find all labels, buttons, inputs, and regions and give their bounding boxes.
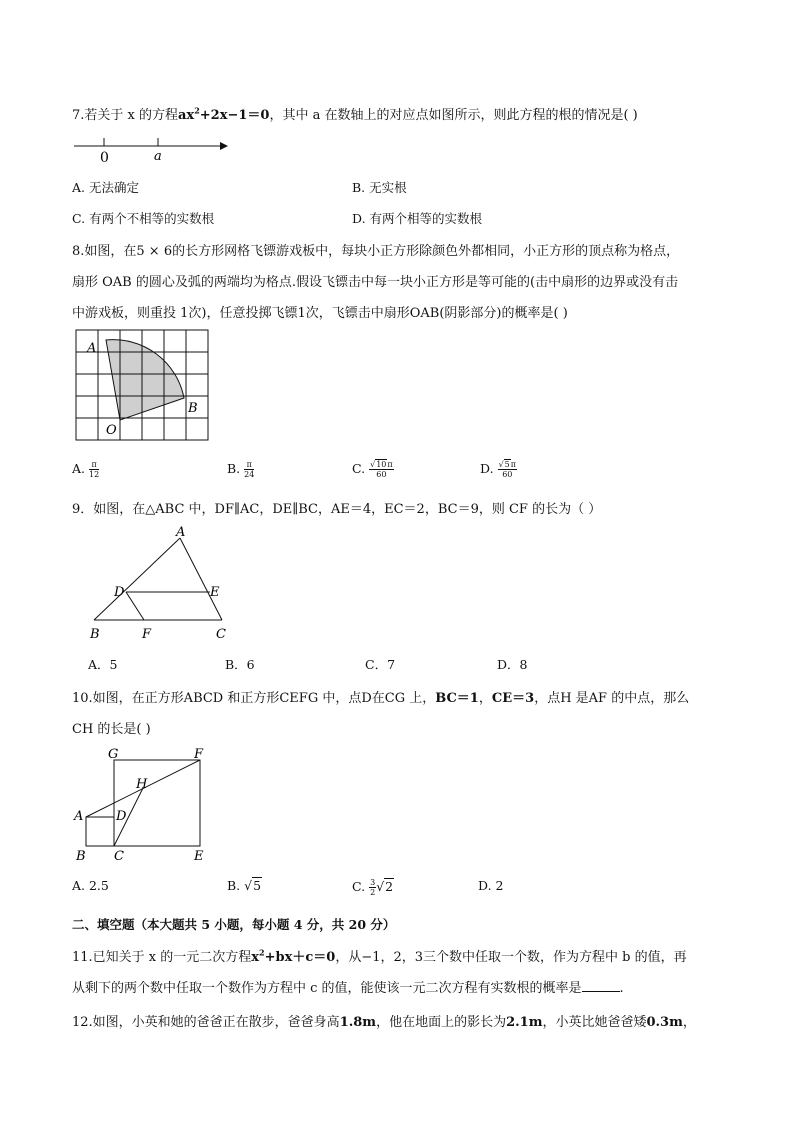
q9-option-a: A．5: [88, 657, 118, 672]
q7-number-line: [70, 134, 230, 166]
q8-opt-d-radicand: 5: [504, 460, 510, 469]
number-line-zero-label: 0: [100, 150, 109, 166]
section-title-fill-in: 二、填空题（本大题共 5 小题，每小题 4 分，共 20 分）: [72, 917, 396, 932]
squares-label-g: G: [108, 747, 119, 762]
q10-opt-c-den: 2: [370, 888, 376, 897]
grid-label-b: B: [188, 401, 198, 416]
q10-opt-c-fraction: [369, 878, 376, 897]
q10-opt-b-radicand: 5: [253, 878, 262, 893]
q12-height-dad: 1.8m: [339, 1015, 377, 1030]
triangle-label-f: F: [142, 627, 152, 642]
q8-line-3: 中游戏板，则重投 1次)，任意投掷飞镖1次，飞镖击中扇形OAB(阴影部分)的概率是( ): [72, 306, 568, 321]
q8-opt-b-fraction: [244, 460, 254, 479]
q11-text-a: 11.已知关于 x 的一元二次方程: [72, 950, 252, 965]
q11-equation: [251, 947, 336, 965]
square-cefg: [114, 760, 200, 846]
grid-label-a: A: [87, 341, 97, 356]
q10-option-a: A. 2.5: [72, 878, 109, 893]
q7-text-b: ，其中 a 在数轴上的对应点如图所示，则此方程的根的情况是( ): [269, 108, 638, 123]
squares-label-f: F: [194, 747, 204, 762]
q8-option-b: [227, 460, 254, 479]
q8-option-d: [480, 460, 517, 479]
q10-text-a: 10.如图，在正方形ABCD 和正方形CEFG 中，点D在CG 上，: [72, 691, 436, 706]
triangle-label-c: C: [216, 627, 226, 642]
q7-option-a: A. 无法确定: [72, 180, 139, 195]
q9-option-d: D．8: [497, 657, 528, 672]
q12-shadow-length: 2.1m: [506, 1015, 543, 1030]
q8-opt-c-fraction: [369, 460, 394, 479]
q11-eq-rest: +bx＋c＝0: [264, 950, 336, 965]
q8-opt-a-prefix: A.: [72, 461, 86, 476]
q8-opt-d-den: 60: [502, 470, 513, 479]
q7-option-c: C. 有两个不相等的实数根: [72, 211, 215, 226]
q7-stem: [72, 104, 638, 123]
q8-opt-d-pi: π: [510, 460, 517, 469]
triangle-label-a: A: [176, 526, 186, 540]
q9-stem: 9．如图，在△ABC 中，DF∥AC，DE∥BC，AE＝4，EC＝2，BC＝9，则 CF 的长为（ ）: [72, 502, 602, 517]
q11-line-1: [72, 946, 687, 965]
q12-text-d: ，: [682, 1015, 696, 1030]
q8-opt-b-num: π: [244, 460, 254, 470]
q7-option-b: B. 无实根: [352, 180, 407, 195]
q8-opt-b-prefix: B.: [227, 461, 241, 476]
q10-option-b: B. √5: [227, 878, 262, 893]
number-line-a-label: a: [154, 149, 162, 164]
q10-text-b: ，点H 是AF 的中点，那么: [534, 691, 690, 706]
q10-bc-value: BC＝1: [435, 691, 479, 706]
q8-opt-b-den: 24: [244, 470, 255, 479]
q8-opt-c-prefix: C.: [352, 461, 366, 476]
q10-opt-c-radicand: 2: [385, 879, 394, 894]
square-abcd: [86, 817, 114, 846]
q10-option-c: C. $\frac{3}{2}$ √2: [352, 878, 394, 897]
q7-eq-sup: 2: [194, 105, 200, 116]
triangle-label-e: E: [210, 585, 220, 600]
q10-squares-figure: [72, 744, 222, 866]
q10-opt-c-num: 3: [370, 878, 376, 887]
q10-line-2: CH 的长是( ): [72, 722, 151, 737]
squares-label-c: C: [114, 849, 124, 864]
segment-df: [126, 592, 144, 620]
q8-opt-a-den: 12: [89, 470, 100, 479]
q8-option-c: [352, 460, 394, 479]
q9-option-c: C．7: [365, 657, 396, 672]
q8-option-a: [72, 460, 99, 479]
q12-text-b: ，他在地面上的影长为: [376, 1015, 507, 1030]
number-line-arrow: [220, 142, 228, 150]
q12-text-a: 12.如图，小英和她的爸爸正在散步，爸爸身高: [72, 1015, 340, 1030]
squares-label-b: B: [76, 849, 86, 864]
q7-option-d: D. 有两个相等的实数根: [352, 211, 483, 226]
squares-lines: [86, 760, 200, 846]
q11-eq-sup: 2: [259, 947, 265, 958]
q8-grid-figure: [72, 326, 222, 448]
q7-equation: [178, 105, 270, 123]
q9-option-b: B．6: [225, 657, 255, 672]
q11-text-c: 从剩下的两个数中任取一个数作为方程中 c 的值，能使该一元二次方程有实数根的概率是: [72, 981, 582, 996]
q8-line-2: 扇形 OAB 的圆心及弧的两端均为格点.假设飞镖击中每一块小正方形是等可能的(击中扇形的边界或没有击: [72, 275, 679, 290]
q8-line-1: 8.如图，在5 × 6的长方形网格飞镖游戏板中，每块小正方形除颜色外都相同，小正方形的顶点称为格点，: [72, 244, 680, 259]
q8-opt-d-num: √5π: [498, 460, 517, 469]
q10-opt-b-prefix: B.: [227, 878, 241, 893]
squares-label-h: H: [136, 777, 148, 792]
q10-separator: ，: [478, 691, 492, 706]
q7-text-a: 7.若关于 x 的方程: [72, 108, 178, 123]
q11-eq-base: x: [251, 950, 260, 965]
q10-opt-c-prefix: C.: [352, 879, 366, 894]
triangle-lines: [94, 538, 222, 620]
q10-option-d: D. 2: [478, 878, 504, 893]
q8-opt-d-prefix: D.: [480, 461, 494, 476]
q8-opt-c-den: 60: [376, 470, 387, 479]
q8-opt-d-fraction: [498, 460, 517, 479]
side-ab: [94, 538, 180, 620]
q11-period: .: [619, 981, 624, 996]
triangle-label-d: D: [114, 585, 125, 600]
squares-label-a: A: [74, 809, 84, 824]
q10-line-1: [72, 687, 689, 706]
q10-ce-value: CE＝3: [491, 691, 535, 706]
q7-eq-rest: +2x−1＝0: [199, 108, 270, 123]
answer-blank[interactable]: [582, 981, 620, 992]
squares-label-d: D: [116, 809, 127, 824]
q11-line-2: [72, 977, 624, 996]
grid-label-o: O: [106, 423, 117, 438]
triangle-label-b: B: [90, 627, 100, 642]
q12-stem: [72, 1011, 696, 1030]
squares-label-e: E: [194, 849, 204, 864]
q12-text-c: ，小英比她爸爸矮: [542, 1015, 647, 1030]
q8-opt-c-pi: π: [387, 460, 393, 469]
q8-opt-a-num: π: [89, 460, 99, 470]
q7-eq-base: ax: [178, 108, 195, 123]
q9-triangle-figure: [84, 526, 244, 644]
q8-opt-c-num: √10π: [370, 460, 393, 469]
side-ac: [180, 538, 222, 620]
q12-height-diff: 0.3m: [646, 1015, 683, 1030]
q8-opt-c-radicand: 10: [376, 460, 387, 469]
q11-text-b: ，从−1，2，3三个数中任取一个数，作为方程中 b 的值，再: [335, 950, 687, 965]
q8-opt-a-fraction: [89, 460, 99, 479]
